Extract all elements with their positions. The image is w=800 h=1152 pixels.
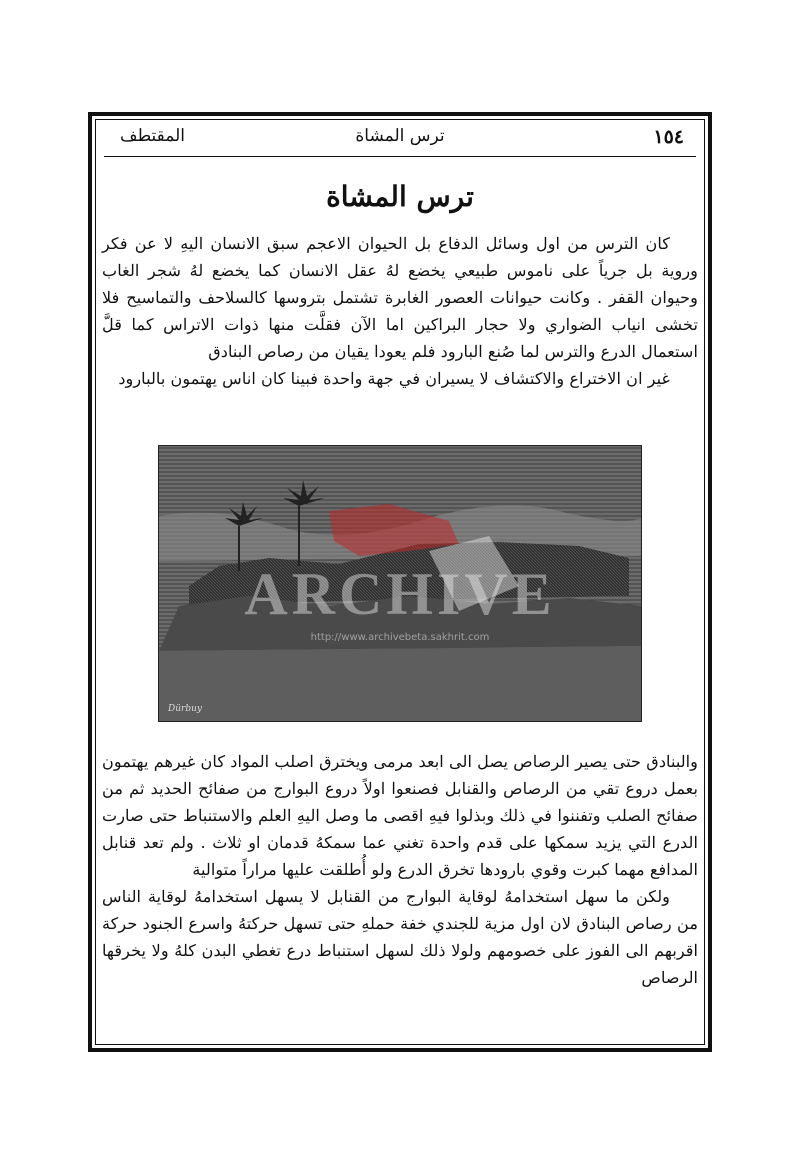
running-title: ترس المشاة [355,126,445,146]
article-body-bottom [102,748,698,991]
paragraph-3: ولكن ما سهل استخدامهُ لوقاية البوارج من القنابل لا يسهل استخدامهُ لوقاية الناس من رصاص البنادق لان اول مزية للجندي خفة حملهِ حتى تسهل حركتهُ واسرع الجنود حركة اقربهم الى الفوز على خصومهم ولولا ذلك لسهل استنباط درع تغطي البدن كلهُ ولا يخرقها الرصاص [102,887,698,987]
article-body-top [102,230,698,392]
journal-name: المقتطف [120,126,186,146]
article-title: ترس المشاة [326,180,474,213]
header-rule [104,156,696,157]
paragraph-2-continued: والبنادق حتى يصير الرصاص يصل الى ابعد مرمى ويخترق اصلب المواد كان غيرهم يهتمون بعمل دروع تقي من الرصاص والقنابل فصنعوا اولاً دروع البوارج من صفائح الحديد ثم من صفائح الصلب وتفننوا في ذلك وبذلوا فيهِ اقصى ما وصل اليهِ العلم والاستنباط حتى صارت الدرع التي يزيد سمكها على قدم واحدة تغني عما سمكهُ قدمان او ثلاث . ولم تعد قنابل المدافع مهما كبرت وقوي بارودها تخرق الدرع ولو أُطلقت عليها مراراً متوالية [102,752,698,879]
running-header [108,126,692,154]
archive-watermark: ARCHIVE [244,561,556,627]
engraver-signature: Dürbuy [168,704,202,714]
archive-watermark-url: http://www.archivebeta.sakhrit.com [310,632,490,643]
page-number: ١٥٤ [653,126,684,148]
paragraph-2-start: غير ان الاختراع والاكتشاف لا يسيران في جهة واحدة فبينا كان اناس يهتمون بالبارود [118,369,670,388]
paragraph-1: كان الترس من اول وسائل الدفاع بل الحيوان الاعجم سبق الانسان اليهِ لا عن فكر وروية بل جرياً على ناموس طبيعي يخضع لهُ عقل الانسان كما يخضع لهُ شجر الغاب وحيوان القفر . وكانت حيوانات العصور الغابرة تشتمل بتروسها كالسلاحف والتماسيح فلا تخشى انياب الضواري ولا حجار البراكين اما الآن فقلَّت منها ذوات الاتراس كما قلَّ استعمال الدرع والترس لما صُنع البارود فلم يعودا يقيان من رصاص البنادق [102,234,698,361]
